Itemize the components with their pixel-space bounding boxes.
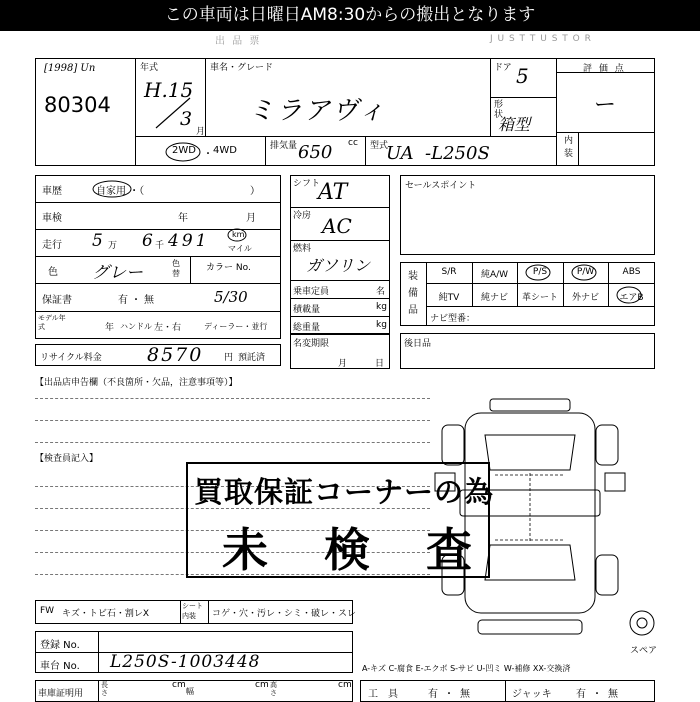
- cert-length-label: 長さ: [101, 681, 108, 697]
- inspection-label: 車検: [42, 213, 62, 224]
- mileage-man: 5: [92, 231, 103, 251]
- fw-label: FW: [40, 606, 55, 616]
- recycle-value: 8570: [147, 344, 204, 366]
- chassis-value: L250S-1003448: [110, 652, 261, 672]
- mileage-sen: 6: [142, 231, 153, 251]
- color-value: グレー: [92, 263, 143, 283]
- tools-options: 有・無: [428, 689, 476, 700]
- displacement-value: 650: [298, 142, 333, 163]
- name-change-label: 名変期限: [293, 339, 330, 349]
- slash-mark: [150, 96, 195, 131]
- history-options: 自家用 ・（: [96, 186, 145, 197]
- stamp-line2: 未 検 査: [222, 523, 493, 577]
- displacement-label: 排気量: [270, 141, 298, 151]
- banner: この車両は日曜日AM8:30からの搬出となります: [0, 0, 700, 31]
- equip-aw: 純A/W: [480, 270, 509, 280]
- capacity-label: 乗車定員: [293, 287, 330, 297]
- equip-sr: S/R: [441, 267, 457, 277]
- score-label: 評 価 点: [583, 64, 626, 74]
- mileage-sen-unit: 千: [155, 241, 165, 251]
- jack-label: ジャッキ: [512, 689, 552, 700]
- seat-label: シート内装: [182, 602, 203, 620]
- mileage-rest: 491: [168, 231, 210, 251]
- pw-circle: [571, 264, 597, 281]
- doors-value: 5: [516, 64, 529, 88]
- shift-label: シフト: [293, 179, 321, 189]
- fuel-label: 燃料: [293, 244, 312, 254]
- jack-options: 有・無: [576, 689, 624, 700]
- seller-notes-label: 【出品店申告欄（不良箇所・欠品，注意事項等）】: [35, 378, 238, 388]
- history-label: 車歴: [42, 186, 62, 197]
- left-info-frame: [35, 175, 281, 339]
- fw-text: キズ・トビ石・割レX: [62, 609, 149, 619]
- recycle-unit: 円: [224, 353, 234, 363]
- spare-label: スペア: [630, 646, 658, 656]
- drive-sep: ・: [203, 149, 213, 160]
- dealer-label: ディーラー・並行: [204, 322, 268, 331]
- body-shape-label: 形状: [494, 100, 504, 120]
- ac-value: AC: [322, 214, 352, 238]
- lot-number: 80304: [44, 93, 111, 117]
- capacity-unit: 名: [376, 287, 386, 297]
- registration-label: 登録 No.: [40, 640, 80, 651]
- name-change-unit: 月日: [338, 359, 413, 369]
- model-year-label: モデル年式: [38, 314, 66, 331]
- cert-height-label: 高さ: [270, 681, 277, 697]
- color-no-label: カラー No.: [206, 263, 251, 273]
- gross-unit: kg: [376, 320, 387, 330]
- cert-length-unit: cm: [172, 680, 186, 690]
- cert-height-unit: cm: [338, 680, 352, 690]
- equip-pw: P/W: [576, 267, 595, 277]
- year-month-unit: 月: [196, 127, 206, 137]
- inspection-year-unit: 年: [178, 213, 188, 224]
- model-year-unit: 年: [105, 323, 115, 333]
- airbag-circle: [616, 286, 642, 304]
- gross-label: 総重量: [293, 323, 321, 333]
- equip-ext-navi: 外ナビ: [571, 293, 599, 303]
- inspector-label: 【検査員記入】: [35, 454, 99, 464]
- ps-circle: [525, 264, 551, 281]
- seat-text: コゲ・穴・汚レ・シミ・破レ・スレ: [212, 609, 357, 619]
- legend: A-キズ C-腐食 E-エクボ S-サビ U-凹ミ W-補修 XX-交換済: [362, 664, 571, 673]
- equip-abs: ABS: [622, 267, 641, 277]
- car-name-value: ミラアヴィ: [248, 96, 387, 126]
- ac-label: 冷房: [293, 211, 312, 221]
- mileage-unit-km: km: [232, 230, 245, 239]
- cert-width-label: 幅: [186, 687, 194, 696]
- doors-label: ドア: [494, 63, 512, 73]
- year-era-value: H.15: [144, 78, 194, 102]
- recycle-status: 預託済: [238, 353, 266, 363]
- sales-point-label: セールスポイント: [405, 181, 477, 191]
- equipment-label: 装備品: [408, 271, 418, 316]
- model-type-value: UA -L250S: [386, 143, 490, 164]
- history-close: ）: [250, 186, 260, 197]
- mileage-label: 走行: [42, 240, 62, 251]
- warranty-note: 5/30: [214, 288, 248, 306]
- body-shape-value: 箱型: [498, 115, 531, 134]
- faded-title: 出 品 票: [215, 36, 262, 47]
- load-label: 積載量: [293, 305, 321, 315]
- history-circle: [92, 179, 134, 199]
- color-change-label: 色替: [172, 259, 180, 278]
- equip-ps: P/S: [532, 267, 548, 277]
- shift-value: AT: [318, 180, 348, 205]
- equip-navi: 純ナビ: [480, 293, 508, 303]
- equip-airbag: エアB: [619, 293, 644, 303]
- color-label: 色: [48, 267, 58, 278]
- fuel-value: ガソリン: [306, 256, 371, 275]
- year-label: 年式: [140, 63, 159, 73]
- navi-model-label: ナビ型番：: [430, 314, 476, 324]
- drive-4wd: 4WD: [213, 145, 237, 156]
- equip-tv: 純TV: [438, 293, 460, 303]
- handle-options: 左・右: [154, 323, 182, 333]
- score-value: ー: [594, 93, 617, 118]
- warranty-options: 有・無: [118, 295, 157, 306]
- interior-label: 内装: [564, 136, 574, 159]
- year-month-value: 3: [180, 108, 193, 130]
- tools-label: 工具: [368, 689, 408, 700]
- drive-2wd: 2WD: [172, 145, 196, 156]
- cert-width-unit: cm: [255, 680, 269, 690]
- warranty-label: 保証書: [42, 295, 72, 306]
- handle-label: ハンドル: [120, 322, 152, 331]
- faded-header-right: J U S T T U S T O R: [490, 34, 592, 44]
- stamp-line1: 買取保証コーナーの為: [194, 475, 495, 509]
- notes-label: 後日品: [404, 339, 432, 349]
- displacement-unit: cc: [348, 138, 358, 148]
- cert-label: 車庫証明用: [38, 689, 84, 699]
- car-name-label: 車名・グレード: [210, 63, 274, 73]
- km-circle: [227, 228, 247, 242]
- lot-code: [1998] Un: [44, 63, 96, 74]
- model-type-label: 型式: [370, 141, 389, 151]
- mileage-man-unit: 万: [108, 241, 118, 251]
- mileage-unit-mile: マイル: [228, 244, 252, 253]
- load-unit: kg: [376, 302, 387, 312]
- equip-leather: 革シート: [521, 293, 558, 303]
- notes-frame: [400, 333, 655, 369]
- chassis-label: 車台 No.: [40, 661, 80, 672]
- recycle-label: リサイクル料金: [40, 353, 102, 363]
- inspection-month-unit: 月: [246, 213, 256, 224]
